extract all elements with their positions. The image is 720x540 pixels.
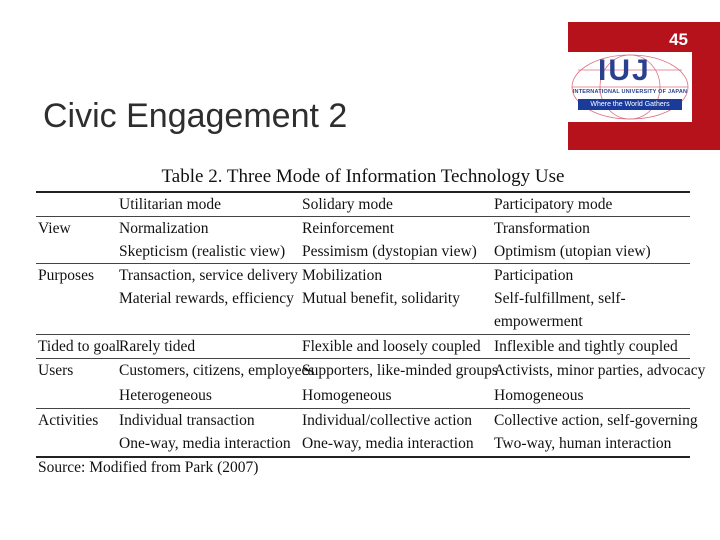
university-logo <box>568 52 692 122</box>
table-header-cell: Solidary mode <box>302 196 393 213</box>
table-top-rule <box>36 191 690 193</box>
table-row-rule <box>36 263 690 264</box>
table-cell: Individual/collective action <box>302 412 473 429</box>
table-cell: Mobilization <box>302 267 383 284</box>
table-cell: Normalization <box>119 220 209 237</box>
table-row-rule <box>36 334 690 335</box>
slide-number: 45 <box>669 30 688 49</box>
table-cell: Activities <box>38 412 99 429</box>
logo-university-name: INTERNATIONAL UNIVERSITY OF JAPAN <box>572 89 688 95</box>
table-cell: Users <box>38 362 74 379</box>
table-cell: Transaction, service delivery <box>119 267 298 284</box>
table-cell: Two-way, human interaction <box>494 435 672 452</box>
table-cell: View <box>38 220 71 237</box>
table-cell: Optimism (utopian view) <box>494 243 651 260</box>
table-cell: Purposes <box>38 267 94 284</box>
table-row-rule <box>36 408 690 409</box>
table-cell: Heterogeneous <box>119 387 212 404</box>
table-cell: Material rewards, efficiency <box>119 290 294 307</box>
table-header-cell: Utilitarian mode <box>119 196 222 213</box>
logo-letters: IUJ <box>598 54 651 87</box>
table-cell: Homogeneous <box>302 387 392 404</box>
table-cell: Rarely tided <box>119 338 196 355</box>
slide-title: Civic Engagement 2 <box>43 97 348 135</box>
table-cell: Inflexible and tightly coupled <box>494 338 678 355</box>
table-header-cell: Participatory mode <box>494 196 613 213</box>
table-cell: One-way, media interaction <box>302 435 474 452</box>
table-cell: Self-fulfillment, self- <box>494 290 626 307</box>
table-cell: Individual transaction <box>119 412 255 429</box>
table-cell: Participation <box>494 267 574 284</box>
table-cell: Supporters, like-minded groups <box>302 362 498 379</box>
table-cell: Collective action, self-governing <box>494 412 698 429</box>
table-cell: Activists, minor parties, advocacy <box>494 362 706 379</box>
table-cell: Customers, citizens, employees <box>119 362 315 379</box>
table-cell: Skepticism (realistic view) <box>119 243 286 260</box>
table-cell: Mutual benefit, solidarity <box>302 290 460 307</box>
table-row-rule <box>36 358 690 359</box>
table-caption: Table 2. Three Mode of Information Technology Use <box>161 166 565 187</box>
table-cell: Flexible and loosely coupled <box>302 338 481 355</box>
table-cell: Tided to goal <box>38 338 121 355</box>
table-header-rule <box>36 216 690 217</box>
table-cell: Homogeneous <box>494 387 584 404</box>
table-cell: One-way, media interaction <box>119 435 291 452</box>
logo-tagline: Where the World Gathers <box>578 99 682 110</box>
table-cell: Reinforcement <box>302 220 395 237</box>
table-cell: empowerment <box>494 313 583 330</box>
table-source-note: Source: Modified from Park (2007) <box>38 459 259 476</box>
table-bottom-rule <box>36 456 690 458</box>
table-cell: Transformation <box>494 220 590 237</box>
table-cell: Pessimism (dystopian view) <box>302 243 477 260</box>
